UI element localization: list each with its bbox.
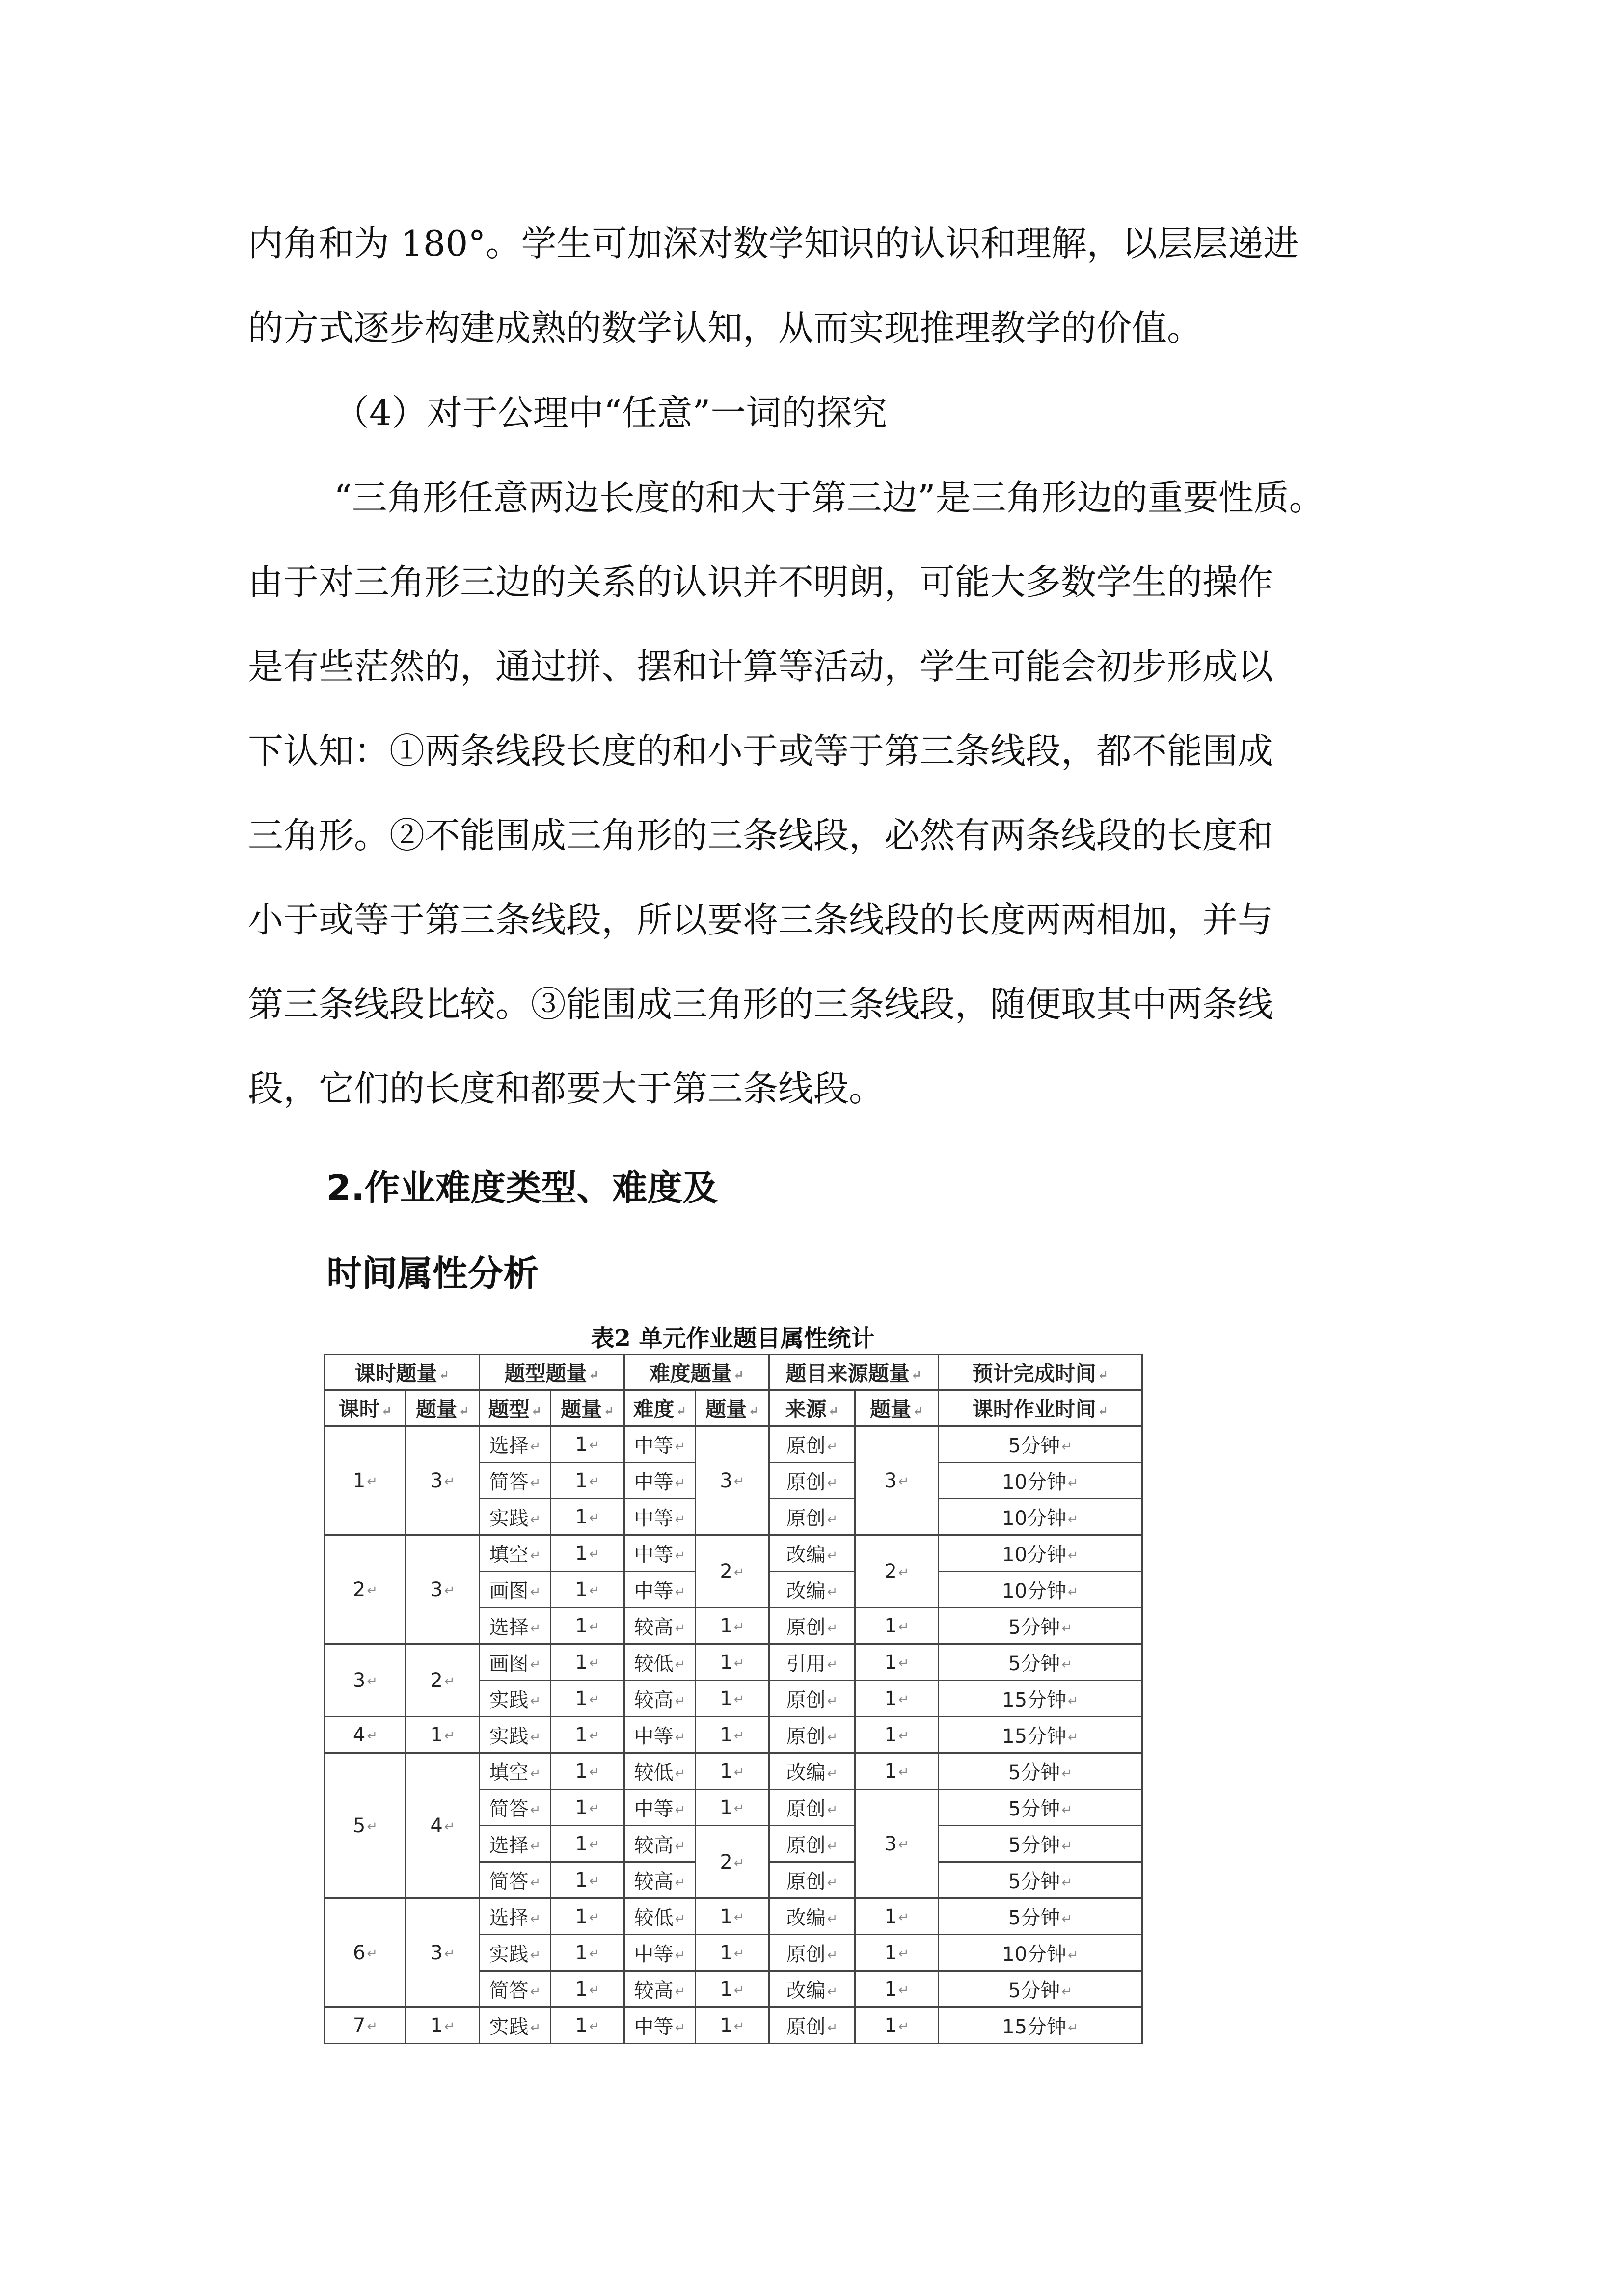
paragraph-line: 下认知：①两条线段长度的和小于或等于第三条线段，都不能围成 xyxy=(248,730,1273,772)
table-row xyxy=(325,1426,1142,1463)
type-count-cell: 1 ↵ xyxy=(551,1898,624,1935)
difficulty-cell: 较低 ↵ xyxy=(624,1644,696,1681)
table-header-row xyxy=(325,1355,1142,1390)
paragraph-line: 段，它们的长度和都要大于第三条线段。 xyxy=(248,1068,885,1109)
source-count-cell: 1 ↵ xyxy=(855,1644,939,1681)
type-cell: 填空 ↵ xyxy=(480,1753,551,1789)
paragraph-line: 第三条线段比较。③能围成三角形的三条线段，随便取其中两条线 xyxy=(248,984,1273,1025)
header-cell: 课时题量 ↵ xyxy=(325,1355,480,1390)
subheader-cell: 题量 ↵ xyxy=(406,1390,480,1426)
difficulty-cell: 较低 ↵ xyxy=(624,1753,696,1789)
type-count-cell: 1 ↵ xyxy=(551,1935,624,1971)
difficulty-cell: 中等 ↵ xyxy=(624,1572,696,1608)
difficulty-cell: 较高 ↵ xyxy=(624,1608,696,1644)
type-count-cell: 1 ↵ xyxy=(551,1717,624,1753)
table-title: 表2 单元作业题目属性统计 xyxy=(591,1325,875,1352)
attribute-stats-table xyxy=(324,1354,1143,2044)
type-cell: 填空 ↵ xyxy=(480,1535,551,1572)
subheader-cell: 来源 ↵ xyxy=(769,1390,855,1426)
lesson-cell: 7 ↵ xyxy=(325,2007,406,2044)
source-cell: 原创 ↵ xyxy=(769,2007,855,2044)
type-cell: 实践 ↵ xyxy=(480,2007,551,2044)
difficulty-cell: 中等 ↵ xyxy=(624,1499,696,1535)
difficulty-count-cell: 1 ↵ xyxy=(696,1644,769,1681)
lesson-count-cell: 3 ↵ xyxy=(406,1898,480,2007)
source-cell: 改编 ↵ xyxy=(769,1535,855,1572)
lesson-count-cell: 3 ↵ xyxy=(406,1426,480,1535)
type-count-cell: 1 ↵ xyxy=(551,1681,624,1717)
difficulty-cell: 中等 ↵ xyxy=(624,1426,696,1463)
difficulty-count-cell: 3 ↵ xyxy=(696,1426,769,1535)
section-heading: 2.作业难度类型、难度及 xyxy=(326,1167,718,1208)
time-cell: 5分钟 ↵ xyxy=(939,1608,1142,1644)
paragraph-line: “三角形任意两边长度的和大于第三边”是三角形边的重要性质。 xyxy=(334,477,1325,518)
type-count-cell: 1 ↵ xyxy=(551,1608,624,1644)
type-cell: 简答 ↵ xyxy=(480,1971,551,2007)
lesson-cell: 1 ↵ xyxy=(325,1426,406,1535)
difficulty-cell: 较低 ↵ xyxy=(624,1898,696,1935)
time-cell: 15分钟 ↵ xyxy=(939,1681,1142,1717)
type-cell: 实践 ↵ xyxy=(480,1681,551,1717)
difficulty-count-cell: 1 ↵ xyxy=(696,2007,769,2044)
paragraph-line: 是有些茫然的，通过拼、摆和计算等活动，学生可能会初步形成以 xyxy=(248,646,1273,687)
difficulty-count-cell: 1 ↵ xyxy=(696,1971,769,2007)
type-cell: 实践 ↵ xyxy=(480,1499,551,1535)
type-cell: 选择 ↵ xyxy=(480,1608,551,1644)
subsection-heading: （4）对于公理中“任意”一词的探究 xyxy=(334,392,888,433)
type-count-cell: 1 ↵ xyxy=(551,1426,624,1463)
subheader-cell: 题型 ↵ xyxy=(480,1390,551,1426)
type-cell: 选择 ↵ xyxy=(480,1426,551,1463)
difficulty-count-cell: 1 ↵ xyxy=(696,1935,769,1971)
source-cell: 原创 ↵ xyxy=(769,1681,855,1717)
difficulty-cell: 较高 ↵ xyxy=(624,1681,696,1717)
time-cell: 10分钟 ↵ xyxy=(939,1572,1142,1608)
difficulty-cell: 中等 ↵ xyxy=(624,1935,696,1971)
time-cell: 10分钟 ↵ xyxy=(939,1499,1142,1535)
type-count-cell: 1 ↵ xyxy=(551,1644,624,1681)
difficulty-cell: 较高 ↵ xyxy=(624,1862,696,1898)
subheader-cell: 课时 ↵ xyxy=(325,1390,406,1426)
source-count-cell: 1 ↵ xyxy=(855,1935,939,1971)
source-count-cell: 1 ↵ xyxy=(855,1753,939,1789)
source-count-cell: 1 ↵ xyxy=(855,1898,939,1935)
table-row xyxy=(325,1753,1142,1789)
source-cell: 原创 ↵ xyxy=(769,1499,855,1535)
paragraph-body xyxy=(248,455,1387,1131)
lesson-cell: 6 ↵ xyxy=(325,1898,406,2007)
time-cell: 10分钟 ↵ xyxy=(939,1535,1142,1572)
source-cell: 改编 ↵ xyxy=(769,1898,855,1935)
time-cell: 5分钟 ↵ xyxy=(939,1971,1142,2007)
type-count-cell: 1 ↵ xyxy=(551,1463,624,1499)
subheader-cell: 题量 ↵ xyxy=(855,1390,939,1426)
subheader-cell: 题量 ↵ xyxy=(696,1390,769,1426)
type-cell: 简答 ↵ xyxy=(480,1862,551,1898)
type-count-cell: 1 ↵ xyxy=(551,1789,624,1826)
source-cell: 原创 ↵ xyxy=(769,1826,855,1862)
type-cell: 简答 ↵ xyxy=(480,1463,551,1499)
source-cell: 原创 ↵ xyxy=(769,1862,855,1898)
paragraph-line: 内角和为 180°。学生可加深对数学知识的认识和理解，以层层递进 xyxy=(248,223,1299,264)
source-count-cell: 1 ↵ xyxy=(855,2007,939,2044)
type-count-cell: 1 ↵ xyxy=(551,1826,624,1862)
type-cell: 简答 ↵ xyxy=(480,1789,551,1826)
table-row xyxy=(325,2007,1142,2044)
header-cell: 题型题量 ↵ xyxy=(480,1355,624,1390)
time-cell: 5分钟 ↵ xyxy=(939,1898,1142,1935)
time-cell: 15分钟 ↵ xyxy=(939,1717,1142,1753)
table-row xyxy=(325,1898,1142,1935)
source-count-cell: 1 ↵ xyxy=(855,1971,939,2007)
difficulty-cell: 中等 ↵ xyxy=(624,2007,696,2044)
source-cell: 原创 ↵ xyxy=(769,1717,855,1753)
difficulty-count-cell: 1 ↵ xyxy=(696,1789,769,1826)
time-cell: 5分钟 ↵ xyxy=(939,1789,1142,1826)
subheader-cell: 难度 ↵ xyxy=(624,1390,696,1426)
difficulty-cell: 中等 ↵ xyxy=(624,1717,696,1753)
type-count-cell: 1 ↵ xyxy=(551,1862,624,1898)
paragraph-line: 由于对三角形三边的关系的认识并不明朗，可能大多数学生的操作 xyxy=(248,561,1273,603)
difficulty-cell: 中等 ↵ xyxy=(624,1463,696,1499)
difficulty-cell: 中等 ↵ xyxy=(624,1789,696,1826)
type-cell: 画图 ↵ xyxy=(480,1644,551,1681)
source-cell: 原创 ↵ xyxy=(769,1426,855,1463)
lesson-cell: 5 ↵ xyxy=(325,1753,406,1898)
paragraph-intro xyxy=(248,201,1387,370)
lesson-count-cell: 1 ↵ xyxy=(406,1717,480,1753)
type-count-cell: 1 ↵ xyxy=(551,1499,624,1535)
header-cell: 难度题量 ↵ xyxy=(624,1355,769,1390)
lesson-cell: 2 ↵ xyxy=(325,1535,406,1644)
time-cell: 5分钟 ↵ xyxy=(939,1826,1142,1862)
time-cell: 15分钟 ↵ xyxy=(939,2007,1142,2044)
time-cell: 5分钟 ↵ xyxy=(939,1644,1142,1681)
paragraph-line: 的方式逐步构建成熟的数学认知，从而实现推理教学的价值。 xyxy=(248,307,1203,348)
difficulty-cell: 较高 ↵ xyxy=(624,1971,696,2007)
type-count-cell: 1 ↵ xyxy=(551,1753,624,1789)
difficulty-count-cell: 1 ↵ xyxy=(696,1608,769,1644)
paragraph-line: 三角形。②不能围成三角形的三条线段，必然有两条线段的长度和 xyxy=(248,815,1273,856)
table-row xyxy=(325,1535,1142,1572)
table-row xyxy=(325,1644,1142,1681)
source-cell: 改编 ↵ xyxy=(769,1753,855,1789)
type-count-cell: 1 ↵ xyxy=(551,1535,624,1572)
lesson-count-cell: 3 ↵ xyxy=(406,1535,480,1644)
difficulty-count-cell: 2 ↵ xyxy=(696,1826,769,1898)
source-count-cell: 1 ↵ xyxy=(855,1608,939,1644)
header-cell: 预计完成时间 ↵ xyxy=(939,1355,1142,1390)
source-cell: 原创 ↵ xyxy=(769,1608,855,1644)
difficulty-count-cell: 1 ↵ xyxy=(696,1753,769,1789)
section-heading-continued: 时间属性分析 xyxy=(326,1253,539,1294)
type-cell: 画图 ↵ xyxy=(480,1572,551,1608)
lesson-count-cell: 2 ↵ xyxy=(406,1644,480,1717)
source-cell: 引用 ↵ xyxy=(769,1644,855,1681)
type-count-cell: 1 ↵ xyxy=(551,2007,624,2044)
difficulty-count-cell: 2 ↵ xyxy=(696,1535,769,1608)
type-count-cell: 1 ↵ xyxy=(551,1971,624,2007)
source-cell: 原创 ↵ xyxy=(769,1789,855,1826)
type-count-cell: 1 ↵ xyxy=(551,1572,624,1608)
source-cell: 原创 ↵ xyxy=(769,1935,855,1971)
time-cell: 5分钟 ↵ xyxy=(939,1753,1142,1789)
difficulty-count-cell: 1 ↵ xyxy=(696,1898,769,1935)
source-count-cell: 2 ↵ xyxy=(855,1535,939,1608)
type-cell: 选择 ↵ xyxy=(480,1826,551,1862)
type-cell: 实践 ↵ xyxy=(480,1717,551,1753)
subheader-cell: 题量 ↵ xyxy=(551,1390,624,1426)
table-row xyxy=(325,1717,1142,1753)
source-cell: 原创 ↵ xyxy=(769,1463,855,1499)
difficulty-count-cell: 1 ↵ xyxy=(696,1717,769,1753)
source-count-cell: 1 ↵ xyxy=(855,1717,939,1753)
lesson-cell: 4 ↵ xyxy=(325,1717,406,1753)
paragraph-line: 小于或等于第三条线段，所以要将三条线段的长度两两相加，并与 xyxy=(248,899,1273,940)
type-cell: 选择 ↵ xyxy=(480,1898,551,1935)
difficulty-count-cell: 1 ↵ xyxy=(696,1681,769,1717)
source-count-cell: 3 ↵ xyxy=(855,1789,939,1898)
lesson-count-cell: 4 ↵ xyxy=(406,1753,480,1898)
table-subheader-row xyxy=(325,1390,1142,1426)
type-cell: 实践 ↵ xyxy=(480,1935,551,1971)
source-cell: 改编 ↵ xyxy=(769,1971,855,2007)
lesson-cell: 3 ↵ xyxy=(325,1644,406,1717)
difficulty-cell: 较高 ↵ xyxy=(624,1826,696,1862)
time-cell: 5分钟 ↵ xyxy=(939,1426,1142,1463)
header-cell: 题目来源题量 ↵ xyxy=(769,1355,939,1390)
lesson-count-cell: 1 ↵ xyxy=(406,2007,480,2044)
time-cell: 10分钟 ↵ xyxy=(939,1463,1142,1499)
time-cell: 10分钟 ↵ xyxy=(939,1935,1142,1971)
difficulty-cell: 中等 ↵ xyxy=(624,1535,696,1572)
source-cell: 改编 ↵ xyxy=(769,1572,855,1608)
source-count-cell: 1 ↵ xyxy=(855,1681,939,1717)
source-count-cell: 3 ↵ xyxy=(855,1426,939,1535)
subheader-cell: 课时作业时间 ↵ xyxy=(939,1390,1142,1426)
time-cell: 5分钟 ↵ xyxy=(939,1862,1142,1898)
